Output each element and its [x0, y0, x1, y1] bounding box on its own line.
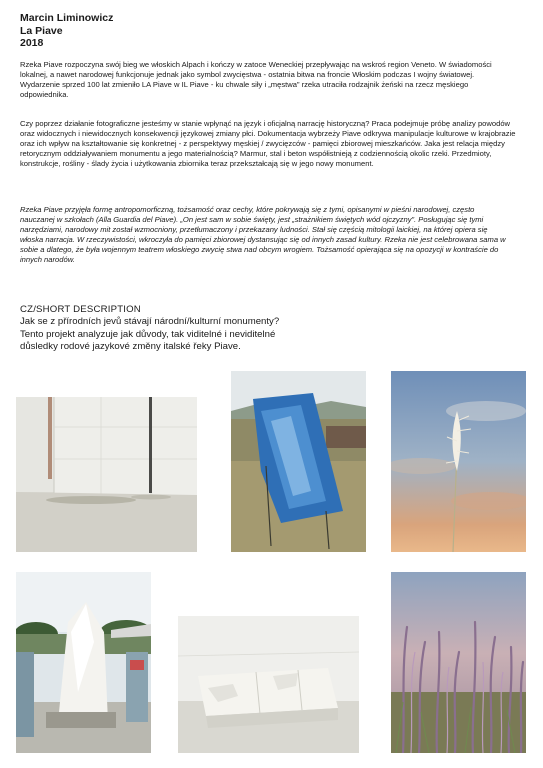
photo-concrete-barrier — [178, 616, 359, 753]
photo-sky-reed — [391, 371, 526, 552]
short-description-heading: CZ/SHORT DESCRIPTION — [20, 304, 141, 315]
intro-paragraph: Rzeka Piave rozpoczyna swój bieg we włoskich Alpach i kończy w zatoce Weneckiej przepływając na wskroś region Veneto. W świadomości lokalnej, a nawet narodowej funkcjonuje jednak jako symbol zwycięstwa - ostatnia bitwa na froncie Włoskim podczas I wojny światowej. Wydarzenie sprzed 100 lat zmieniło LA Piave w IL Piave - ku chwale siły i „męstwa” rzeka utraciła rodzajnik żeński na rzecz męskiego odpowiednika. — [20, 60, 492, 100]
concept-paragraph: Czy poprzez działanie fotograficzne jesteśmy w stanie wpłynąć na język i oficjalną narrację historyczną? Praca podejmuje próbę analizy powodów oraz widocznych i niewidocznych konsekwencji językowej zmiany płci. Dokumentacja wybrzeży Piave odkrywa manipulacje kulturowe w krajobrazie oraz ich wpływ na kształtowanie się konkretnej - z perspektywy męskiej / zwycięzców - pamięci zbiorowej mieszkańców. Jaka jest relacja między retorycznym oddziaływaniem monumentu a jego materialnością? Marmur, stal i beton współistnieją z codziennością okolic rzeki. Przedmioty, konstrukcje, rośliny - ślady życia i użytkowania zbiornika teraz przekształcają się w jego nowy monument. — [20, 119, 516, 169]
italic-quote-paragraph: Rzeka Piave przyjęła formę antropomorficzną, tożsamość oraz cechy, które pokrywają się z tymi, opisanymi w pieśni narodowej, często nauczanej w szkołach (Alla Guardia del Piave). „On jest sam w sobie święty, jest „strażnikiem świętych wód ojczyzny”. Posługując się tymi narzędziami, narodowy mit został wzmocniony, przetłumaczony i przekazany ludności. Stał się częścią mitologii laickiej, na której opiera się włoska narracja. W rzeczywistości, wkroczyła do pamięci zbiorowej dystansując się od innych zasad kultury. Rzeka nie jest celebrowana sama w sobie a dlatego, że była wojennym teatrem włoskiego zwycię stwa nad obcym wrogiem. Tożsamość opierająca się na opozycji w kontraście do innych narodów. — [20, 205, 506, 265]
project-year: 2018 — [20, 37, 44, 49]
photo-wall-and-pipe — [16, 397, 197, 552]
project-title: La Piave — [20, 24, 63, 37]
photo-blue-fabric — [231, 371, 366, 552]
short-description-line: Jak se z přírodních jevů stávají národní/kulturní monumenty? — [20, 316, 280, 328]
author-name: Marcin Liminowicz — [20, 12, 114, 24]
photo-purple-grass — [391, 572, 526, 753]
short-description — [20, 304, 440, 354]
short-description-line: Tento projekt analyzuje jak důvody, tak viditelné i neviditelné — [20, 328, 276, 340]
document-header — [20, 12, 113, 50]
photo-stone-monument — [16, 572, 151, 753]
short-description-line: důsledky rodové jazykové změny italské řeky Piave. — [20, 341, 241, 353]
